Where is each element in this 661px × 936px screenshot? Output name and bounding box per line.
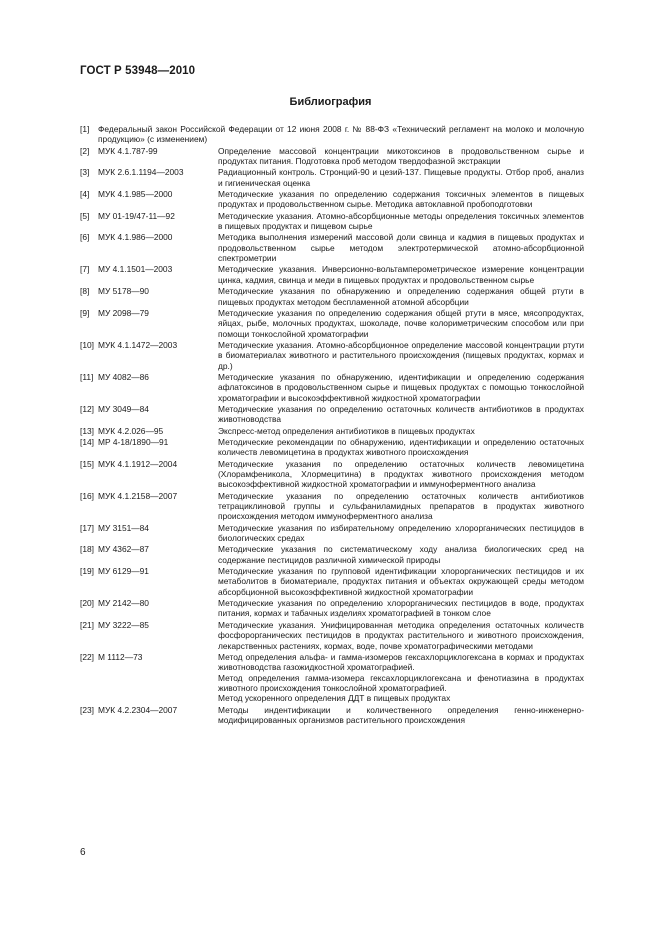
reference-text-block xyxy=(218,211,584,232)
reference-number: [15] xyxy=(80,458,94,469)
reference-item xyxy=(80,652,584,704)
reference-text: Методические указания по обнаружению и определению содержания общей ртути в пищевых продуктах методом беспламенной атомной абсорбции xyxy=(218,286,584,307)
reference-item xyxy=(80,286,584,307)
reference-text: Методические указания по определению содержания токсичных элементов в пищевых продуктах и продовольственном сырье. Методика автоклавной пробоподготовки xyxy=(218,189,584,210)
reference-item xyxy=(80,264,584,285)
reference-code: МУ 3151—84 xyxy=(98,522,149,533)
reference-text: Определение массовой концентрации микотоксинов в продовольственном сырье и продуктах питания. Подготовка проб методом твердофазной экстракции xyxy=(218,145,584,167)
reference-number: [9] xyxy=(80,307,90,318)
reference-text-block xyxy=(218,620,584,651)
reference-text: Методика выполнения измерений массовой доли свинца и кадмия в пищевых продуктах и продовольственном сырье методом электротермической атомно-абсорбционной спектрометрии xyxy=(218,232,584,264)
reference-text: Экспресс-метод определения антибиотиков в пищевых продуктах xyxy=(218,425,475,436)
reference-text-block xyxy=(218,146,584,167)
reference-text-block xyxy=(218,372,584,403)
reference-text-block xyxy=(98,124,584,145)
reference-text: Методические указания по определению содержания общей ртути в мясе, мясопродуктах, яйцах, рыбе, молочных продуктах, шоколаде, почве колориметрическим способом или при помощи тонкослойной хроматографии xyxy=(218,307,584,339)
reference-item xyxy=(80,308,584,339)
reference-text: Методические указания по определению остаточных количеств антибиотиков тетрациклиновой группы и сульфаниламидных препаратов в продуктах животного происхождения методом иммуноферментного анализа xyxy=(218,490,584,522)
reference-number: [7] xyxy=(80,264,90,275)
reference-text: Методические указания по определению остаточных количеств левомицетина (Хлорамфеникола, Хлормецитина) в продуктах животного происхождения методом высокоэффективной жидкостной хроматографии и иммуноферментного анализа xyxy=(218,458,584,490)
reference-text-block xyxy=(218,437,584,458)
reference-code: МУ 2098—79 xyxy=(98,307,149,318)
reference-item xyxy=(80,459,584,490)
reference-item xyxy=(80,426,584,436)
reference-number: [4] xyxy=(80,189,90,200)
reference-text-block xyxy=(218,459,584,490)
reference-text-block xyxy=(218,426,584,436)
reference-text-block xyxy=(218,308,584,339)
reference-text-block xyxy=(218,566,584,597)
reference-code: МУК 4.1.985—2000 xyxy=(98,189,173,200)
reference-code: МУК 4.2.026—95 xyxy=(98,425,164,436)
reference-text: Методические указания по определению остаточных количеств антибиотиков в продуктах животноводства xyxy=(218,403,584,425)
bibliography-list xyxy=(80,124,584,726)
reference-code: МУК 4.1.787-99 xyxy=(98,145,158,156)
reference-text: Методические указания. Атомно-абсорбционное определение массовой концентрации ртути в биоматериалах животного и растительного происхождения (пищевых продуктах, кормах и др.) xyxy=(218,339,584,371)
reference-text-block xyxy=(218,544,584,565)
reference-code: МУ 2142—80 xyxy=(98,598,149,609)
reference-text-block xyxy=(218,167,584,188)
reference-number: [14] xyxy=(80,436,94,447)
reference-number: [12] xyxy=(80,403,94,414)
reference-text-block xyxy=(218,404,584,425)
reference-item xyxy=(80,232,584,263)
reference-text: Методические указания. Атомно-абсорбционные методы определения токсичных элементов в пищевых продуктах и пищевом сырье xyxy=(218,210,584,232)
reference-code: М 1112—73 xyxy=(98,651,143,662)
reference-item xyxy=(80,404,584,425)
reference-item xyxy=(80,340,584,371)
reference-code: МУК 4.1.1472—2003 xyxy=(98,339,178,350)
reference-text-block xyxy=(218,491,584,522)
reference-number: [10] xyxy=(80,339,94,350)
reference-number: [5] xyxy=(80,210,90,221)
reference-text: Методические указания по избирательному определению хлорорганических пестицидов в биологических средах xyxy=(218,522,584,544)
reference-text: Методы индентификации и количественного определения генно-инженерно-модифицированных организмов растительного происхождения xyxy=(218,704,584,725)
reference-item xyxy=(80,146,584,167)
reference-item xyxy=(80,544,584,565)
reference-text: Методические указания. Инверсионно-вольтамперометрическое измерение концентрации цинка, кадмия, свинца и меди в пищевых продуктах и продовольственном сырье xyxy=(218,264,584,285)
reference-text-block xyxy=(218,652,584,704)
reference-code: МУК 2.6.1.1194—2003 xyxy=(98,167,184,178)
reference-text-block xyxy=(218,340,584,371)
reference-number: [16] xyxy=(80,490,94,501)
page-number: 6 xyxy=(80,847,86,858)
reference-text-block xyxy=(218,598,584,619)
reference-number: [22] xyxy=(80,651,94,662)
reference-subtext: Метод ускоренного определения ДДТ в пищевых продуктах xyxy=(218,693,451,704)
reference-item xyxy=(80,620,584,651)
reference-text-block xyxy=(218,523,584,544)
reference-code: МУК 4.1.986—2000 xyxy=(98,232,173,243)
reference-item xyxy=(80,523,584,544)
reference-item xyxy=(80,598,584,619)
reference-code: МУ 3222—85 xyxy=(98,619,149,630)
reference-number: [21] xyxy=(80,619,94,630)
document-code: ГОСТ Р 53948—2010 xyxy=(80,65,196,77)
reference-number: [20] xyxy=(80,598,94,609)
reference-item xyxy=(80,211,584,232)
reference-item xyxy=(80,705,584,726)
reference-item xyxy=(80,566,584,597)
reference-text: Метод определения альфа- и гамма-изомеров гексахлорциклогексана в кормах и продуктах животноводства газожидкостной хроматографией. xyxy=(218,651,584,673)
reference-subtext: Метод определения гамма-изомера гексахлорциклогексана и фенотиазина в продуктах животного происхождения тонкослойной хроматографией. xyxy=(218,672,584,693)
reference-text-block xyxy=(218,705,584,726)
reference-code: МУ 4.1.1501—2003 xyxy=(98,264,173,275)
reference-code: МУ 01-19/47-11—92 xyxy=(98,210,175,221)
reference-number: [17] xyxy=(80,522,94,533)
reference-code: МУ 5178—90 xyxy=(98,286,149,297)
reference-code: МУ 3049—84 xyxy=(98,403,149,414)
reference-number: [11] xyxy=(80,371,94,382)
reference-code: МУ 4362—87 xyxy=(98,544,149,555)
reference-number: [8] xyxy=(80,286,90,297)
reference-code: МУК 4.1.2158—2007 xyxy=(98,490,178,501)
reference-text-block xyxy=(218,264,584,285)
reference-text: Методические рекомендации по обнаружению, идентификации и определению остаточных количеств левомицетина в продуктах животного происхождения xyxy=(218,436,584,458)
reference-code: МУК 4.1.1912—2004 xyxy=(98,458,178,469)
reference-text: Методические указания по групповой идентификации хлорорганических пестицидов и их метаболитов в биоматериале, продуктах питания и объектах окружающей среды методом абсорбционной высокоэффективной жидкостной хроматографии xyxy=(218,566,584,597)
reference-code: МУ 4082—86 xyxy=(98,371,149,382)
reference-number: [3] xyxy=(80,167,90,178)
reference-text: Методические указания по определению хлорорганических пестицидов в воде, продуктах питания, кормах и табачных изделиях хроматографией в тонком слое xyxy=(218,598,584,619)
reference-item xyxy=(80,124,584,145)
reference-number: [1] xyxy=(80,124,90,134)
reference-item xyxy=(80,167,584,188)
reference-item xyxy=(80,491,584,522)
reference-number: [19] xyxy=(80,566,94,577)
reference-text: Федеральный закон Российской Федерации от 12 июня 2008 г. № 88-ФЗ «Технический регламент на молоко и молочную продукцию» (с изменением) xyxy=(98,124,584,145)
reference-text: Методические указания по систематическому ходу анализа биологических сред на содержание пестицидов различной химической природы xyxy=(218,544,584,565)
reference-code: МУ 6129—91 xyxy=(98,566,149,577)
reference-text-block xyxy=(218,286,584,307)
section-title: Библиография xyxy=(289,96,372,108)
reference-number: [23] xyxy=(80,704,94,715)
reference-text: Радиационный контроль. Стронций-90 и цезий-137. Пищевые продукты. Отбор проб, анализ и гигиеническая оценка xyxy=(218,167,584,188)
reference-item xyxy=(80,437,584,458)
reference-text-block xyxy=(218,189,584,210)
reference-text: Методические указания. Унифицированная методика определения остаточных количеств фосфорорганических пестицидов в продуктах растительного и животного происхождения, лекарственных растениях, кормах, воде, почве хроматографическими методами xyxy=(218,619,584,651)
reference-number: [2] xyxy=(80,145,90,156)
reference-code: МР 4-18/1890—91 xyxy=(98,436,169,447)
reference-number: [13] xyxy=(80,425,94,436)
reference-text: Методические указания по обнаружению, идентификации и определению содержания афлатоксинов в продовольственном сырье и пищевых продуктах с помощью тонкослойной хроматографии и высокоэффективной жидкостной хроматографии xyxy=(218,371,584,403)
reference-text-block xyxy=(218,232,584,263)
reference-item xyxy=(80,189,584,210)
reference-number: [18] xyxy=(80,544,94,555)
reference-number: [6] xyxy=(80,232,90,243)
reference-code: МУК 4.2.2304—2007 xyxy=(98,704,178,715)
reference-item xyxy=(80,372,584,403)
